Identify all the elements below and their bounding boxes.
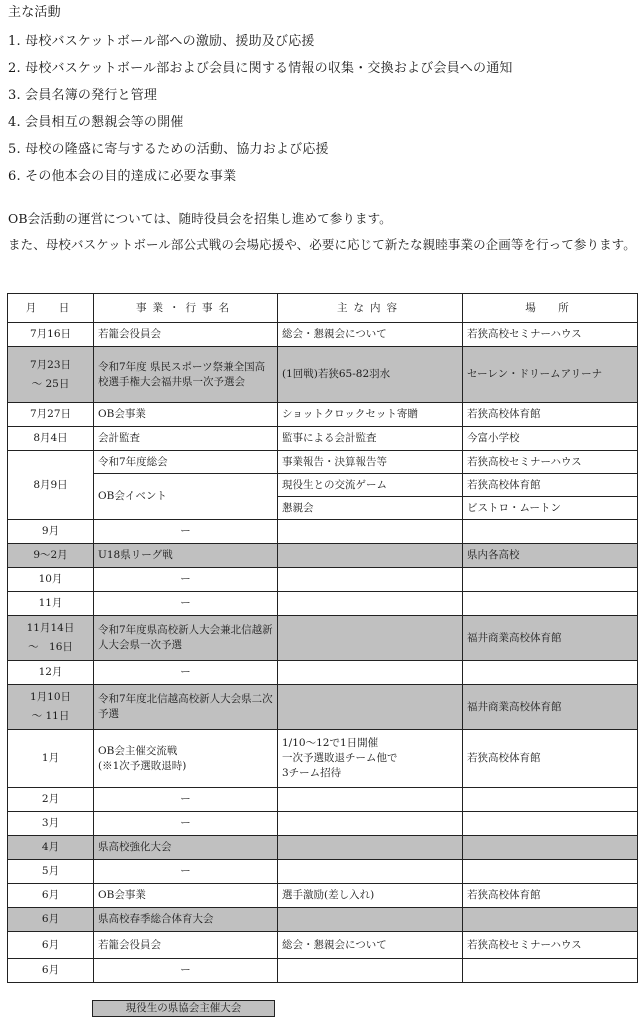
date-end: ～ 16日 bbox=[28, 641, 73, 653]
cell-event: U18県リーグ戦 bbox=[94, 544, 278, 568]
cell-content bbox=[278, 788, 463, 812]
cell-content bbox=[278, 908, 463, 932]
table-row bbox=[8, 451, 638, 474]
cell-event: 若籠会役員会 bbox=[94, 932, 278, 959]
date-start: 9～2月 bbox=[33, 549, 68, 561]
table-row bbox=[8, 836, 638, 860]
cell-event: OB会事業 bbox=[94, 403, 278, 427]
activities-title: 主な活動 bbox=[8, 5, 61, 20]
date-start: 8月4日 bbox=[33, 432, 68, 444]
table-row bbox=[8, 661, 638, 685]
cell-event: ー bbox=[94, 592, 278, 616]
table-row bbox=[8, 730, 638, 788]
date-start: 11月14日 bbox=[26, 622, 75, 634]
cell-content bbox=[278, 592, 463, 616]
table-row bbox=[8, 592, 638, 616]
table-row bbox=[8, 427, 638, 451]
cell-content bbox=[278, 959, 463, 983]
table-row bbox=[8, 959, 638, 983]
cell-place: 若狭高校体育館 bbox=[463, 730, 638, 788]
cell-place: 今富小学校 bbox=[463, 427, 638, 451]
table-row bbox=[8, 323, 638, 347]
cell-event: ー bbox=[94, 788, 278, 812]
date-start: 6月 bbox=[41, 964, 60, 976]
table-row bbox=[8, 788, 638, 812]
activity-item: 2. 母校バスケットボール部および会員に関する情報の収集・交換および会員への通知 bbox=[8, 61, 513, 76]
header-place: 場 所 bbox=[463, 294, 638, 323]
cell-content bbox=[278, 544, 463, 568]
cell-content bbox=[278, 812, 463, 836]
cell-event: ー bbox=[94, 568, 278, 592]
cell-content bbox=[278, 661, 463, 685]
cell-event: 令和7年度総会 bbox=[94, 451, 278, 474]
table-row bbox=[8, 403, 638, 427]
table-row bbox=[8, 812, 638, 836]
cell-place bbox=[463, 836, 638, 860]
cell-content bbox=[278, 860, 463, 884]
activity-item: 6. その他本会の目的達成に必要な事業 bbox=[8, 169, 237, 184]
date-start: 5月 bbox=[41, 865, 60, 877]
date-start: 9月 bbox=[41, 525, 60, 537]
cell-place: 若狭高校セミナーハウス bbox=[463, 323, 638, 347]
date-start: 6月 bbox=[41, 889, 60, 901]
cell-event: 会計監査 bbox=[94, 427, 278, 451]
cell-content: 懇親会 bbox=[278, 497, 463, 520]
cell-content bbox=[278, 616, 463, 661]
cell-place bbox=[463, 959, 638, 983]
table-row bbox=[8, 568, 638, 592]
cell-event: OB会イベント bbox=[94, 474, 278, 520]
header-content: 主な内容 bbox=[278, 294, 463, 323]
cell-date bbox=[8, 616, 94, 661]
cell-place: ビストロ・ムートン bbox=[463, 497, 638, 520]
table-row bbox=[8, 347, 638, 403]
cell-place: 若狭高校セミナーハウス bbox=[463, 932, 638, 959]
cell-place: 県内各高校 bbox=[463, 544, 638, 568]
cell-content bbox=[278, 520, 463, 544]
cell-date bbox=[8, 959, 94, 983]
cell-content: 総会・懇親会について bbox=[278, 323, 463, 347]
cell-event: ー bbox=[94, 812, 278, 836]
activity-item: 3. 会員名簿の発行と管理 bbox=[8, 88, 158, 103]
cell-event: 令和7年度 県民スポーツ祭兼全国高校選手権大会福井県一次予選会 bbox=[94, 347, 278, 403]
table-row bbox=[8, 616, 638, 661]
header-event: 事業・行事名 bbox=[94, 294, 278, 323]
cell-place bbox=[463, 568, 638, 592]
cell-place bbox=[463, 592, 638, 616]
cell-date bbox=[8, 347, 94, 403]
cell-date bbox=[8, 403, 94, 427]
cell-place bbox=[463, 788, 638, 812]
cell-content bbox=[278, 685, 463, 730]
cell-date bbox=[8, 860, 94, 884]
date-end: ～ 25日 bbox=[31, 377, 70, 390]
cell-date bbox=[8, 884, 94, 908]
cell-event: 県高校春季総合体育大会 bbox=[94, 908, 278, 932]
table-sub-row bbox=[8, 474, 638, 497]
cell-event: ー bbox=[94, 959, 278, 983]
paragraph-support: また、母校バスケットボール部公式戦の会場応援や、必要に応じて新たな親睦事業の企画等を行って参ります。 bbox=[8, 237, 636, 252]
cell-date bbox=[8, 592, 94, 616]
cell-event: ー bbox=[94, 661, 278, 685]
cell-date bbox=[8, 932, 94, 959]
cell-place: 福井商業高校体育館 bbox=[463, 616, 638, 661]
cell-date bbox=[8, 908, 94, 932]
activity-item: 5. 母校の隆盛に寄与するための活動、協力および応援 bbox=[8, 142, 329, 157]
date-start: 10月 bbox=[38, 573, 63, 585]
cell-place: 若狭高校セミナーハウス bbox=[463, 451, 638, 474]
date-start: 8月9日 bbox=[33, 478, 68, 491]
cell-content: 事業報告・決算報告等 bbox=[278, 451, 463, 474]
cell-content bbox=[278, 836, 463, 860]
cell-event: ー bbox=[94, 860, 278, 884]
cell-date bbox=[8, 836, 94, 860]
cell-event: 若籠会役員会 bbox=[94, 323, 278, 347]
date-start: 7月27日 bbox=[29, 408, 72, 420]
cell-content bbox=[278, 568, 463, 592]
table-row bbox=[8, 685, 638, 730]
date-start: 11月 bbox=[38, 597, 63, 609]
cell-place: 福井商業高校体育館 bbox=[463, 685, 638, 730]
cell-date bbox=[8, 520, 94, 544]
cell-place: 若狭高校体育館 bbox=[463, 884, 638, 908]
schedule-table bbox=[7, 293, 638, 983]
cell-place: セーレン・ドリームアリーナ bbox=[463, 347, 638, 403]
table-row bbox=[8, 908, 638, 932]
date-start: 7月23日 bbox=[29, 358, 72, 371]
cell-date bbox=[8, 661, 94, 685]
cell-content: 選手激励(差し入れ) bbox=[278, 884, 463, 908]
table-row bbox=[8, 932, 638, 959]
cell-event: 令和7年度県高校新人大会兼北信越新人大会県一次予選 bbox=[94, 616, 278, 661]
date-start: 12月 bbox=[38, 666, 63, 678]
table-row bbox=[8, 520, 638, 544]
cell-event: OB会事業 bbox=[94, 884, 278, 908]
cell-event: OB会主催交流戦 (※1次予選敗退時) bbox=[94, 730, 278, 788]
cell-place bbox=[463, 661, 638, 685]
date-start: 1月 bbox=[41, 752, 60, 764]
paragraph-operations: OB会活動の運営については、随時役員会を招集し進めて参ります。 bbox=[8, 211, 392, 226]
cell-date bbox=[8, 730, 94, 788]
cell-place: 若狭高校体育館 bbox=[463, 403, 638, 427]
legend-highlight-key: 現役生の県協会主催大会 bbox=[92, 1000, 275, 1017]
cell-content: 総会・懇親会について bbox=[278, 932, 463, 959]
cell-date bbox=[8, 812, 94, 836]
table-header-row bbox=[8, 294, 638, 323]
cell-content: ショットクロックセット寄贈 bbox=[278, 403, 463, 427]
cell-date bbox=[8, 685, 94, 730]
cell-content: 現役生との交流ゲーム bbox=[278, 474, 463, 497]
date-start: 6月 bbox=[41, 913, 60, 925]
date-start: 6月 bbox=[41, 938, 60, 951]
table-row bbox=[8, 884, 638, 908]
activity-item: 4. 会員相互の懇親会等の開催 bbox=[8, 115, 184, 130]
cell-place bbox=[463, 812, 638, 836]
cell-content: (1回戦)若狭65-82羽水 bbox=[278, 347, 463, 403]
cell-event: 県高校強化大会 bbox=[94, 836, 278, 860]
cell-date bbox=[8, 427, 94, 451]
cell-date bbox=[8, 788, 94, 812]
date-start: 7月16日 bbox=[29, 328, 72, 340]
date-end: ～ 11日 bbox=[31, 710, 70, 722]
cell-date bbox=[8, 568, 94, 592]
cell-place bbox=[463, 908, 638, 932]
cell-place: 若狭高校体育館 bbox=[463, 474, 638, 497]
table-row bbox=[8, 544, 638, 568]
date-start: 2月 bbox=[41, 793, 60, 805]
cell-event: ー bbox=[94, 520, 278, 544]
date-start: 3月 bbox=[41, 817, 60, 829]
cell-content: 監事による会計監査 bbox=[278, 427, 463, 451]
date-start: 4月 bbox=[41, 841, 60, 853]
table-row bbox=[8, 860, 638, 884]
table-body bbox=[8, 323, 638, 983]
date-start: 1月10日 bbox=[29, 691, 72, 703]
cell-place bbox=[463, 520, 638, 544]
cell-place bbox=[463, 860, 638, 884]
activity-item: 1. 母校バスケットボール部への激励、援助及び応援 bbox=[8, 34, 315, 49]
cell-date bbox=[8, 544, 94, 568]
cell-date bbox=[8, 323, 94, 347]
cell-content: 1/10～12で1日開催 一次予選敗退チーム他で 3チーム招待 bbox=[278, 730, 463, 788]
header-date: 月 日 bbox=[8, 294, 94, 323]
cell-event: 令和7年度北信越高校新人大会県二次予選 bbox=[94, 685, 278, 730]
cell-date bbox=[8, 451, 94, 520]
